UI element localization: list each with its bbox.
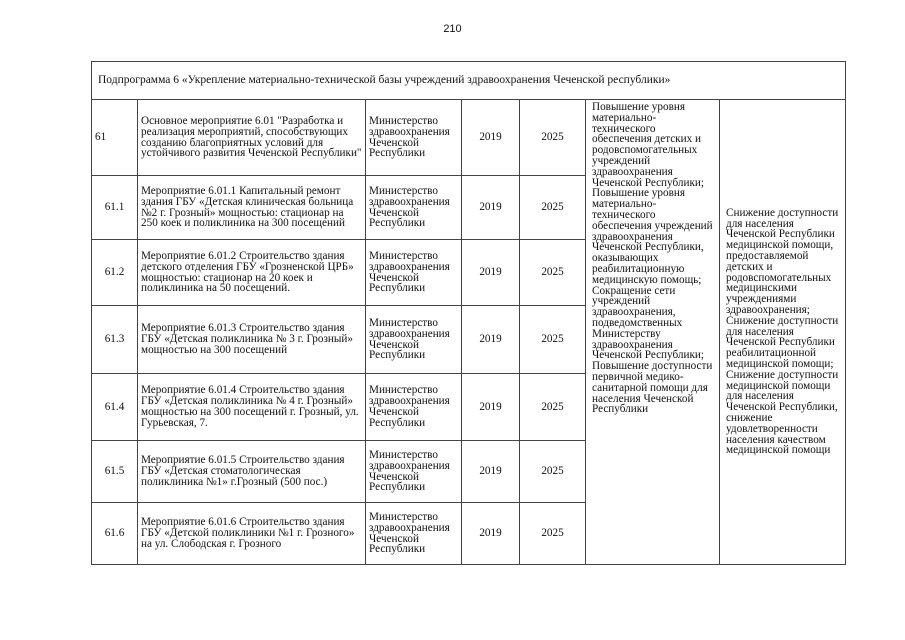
row-number: 61.3	[92, 306, 138, 374]
end-year: 2025	[520, 503, 586, 565]
row-number: 61.2	[92, 240, 138, 306]
activity-name: Мероприятие 6.01.1 Капитальный ремонт здания ГБУ «Детская клиническая больница №2 г. Грозный» мощностью: стационар на 250 коек и поликлиника на 300 посещений	[138, 176, 366, 240]
end-year: 2025	[520, 240, 586, 306]
executor: Министерство здравоохранения Чеченской Республики	[366, 100, 462, 176]
executor: Министерство здравоохранения Чеченской Республики	[366, 176, 462, 240]
subprogram-title-row	[92, 62, 846, 100]
executor: Министерство здравоохранения Чеченской Республики	[366, 441, 462, 503]
executor: Министерство здравоохранения Чеченской Республики	[366, 240, 462, 306]
subprogram-table	[91, 61, 846, 565]
start-year: 2019	[462, 306, 520, 374]
executor: Министерство здравоохранения Чеченской Республики	[366, 306, 462, 374]
activity-name: Мероприятие 6.01.6 Строительство здания ГБУ «Детской поликлиники №1 г. Грозного» на ул. Слободская г. Грозного	[138, 503, 366, 565]
executor: Министерство здравоохранения Чеченской Республики	[366, 503, 462, 565]
end-year: 2025	[520, 306, 586, 374]
expected-direct-result: Повышение уровня материально-технического обеспечения детских и родовспомогательных учреждений здравоохранения Чеченской Республики; Повышение уровня материально-технического обеспечения учреждений здравоохранения Чеченской Республики, оказывающих реабилитационную медицинскую помощь; Сокращение сети учреждений здравоохранения, подведомственных Министерству здравоохранения Чеченской Республики; Повышение доступности первичной медико-санитарной помощи для населения Чеченской Республики	[586, 100, 720, 565]
end-year: 2025	[520, 441, 586, 503]
row-number: 61.1	[92, 176, 138, 240]
subprogram-title: Подпрограмма 6 «Укрепление материально-технической базы учреждений здравоохранения Чеченской республики»	[92, 62, 846, 100]
end-year: 2025	[520, 176, 586, 240]
start-year: 2019	[462, 100, 520, 176]
activity-name: Мероприятие 6.01.5 Строительство здания ГБУ «Детская стоматологическая поликлиника №1» г.Грозный (500 пос.)	[138, 441, 366, 503]
row-number: 61.6	[92, 503, 138, 565]
start-year: 2019	[462, 441, 520, 503]
end-year: 2025	[520, 374, 586, 441]
row-number: 61.4	[92, 374, 138, 441]
row-number: 61	[92, 100, 138, 176]
executor: Министерство здравоохранения Чеченской Республики	[366, 374, 462, 441]
activity-name: Мероприятие 6.01.3 Строительство здания ГБУ «Детская поликлиника № 3 г. Грозный» мощностью на 300 посещений	[138, 306, 366, 374]
row-number: 61.5	[92, 441, 138, 503]
page-number: 210	[443, 23, 462, 35]
activity-name: Основное мероприятие 6.01 "Разработка и реализация мероприятий, способствующих созданию благоприятных условий для устойчивого развития Чеченской Республики"	[138, 100, 366, 176]
end-year: 2025	[520, 100, 586, 176]
start-year: 2019	[462, 240, 520, 306]
start-year: 2019	[462, 176, 520, 240]
activity-name: Мероприятие 6.01.4 Строительство здания ГБУ «Детская поликлиника № 4 г. Грозный» мощностью на 300 посещений г. Грозный, ул. Гурьевская, 7.	[138, 374, 366, 441]
non-implementation-consequences: Снижение доступности для населения Чеченской Республики медицинской помощи, предоставляемой детских и родовспомогательных медицинскими учреждениями здравоохранения; Снижение доступности для населения Чеченской Республики реабилитационной медицинской помощи; Снижение доступности медицинской помощи для населения Чеченской Республики, снижение удовлетворенности населения качеством медицинской помощи	[720, 100, 846, 565]
table-row	[92, 100, 846, 176]
activity-name: Мероприятие 6.01.2 Строительство здания детского отделения ГБУ «Грозненской ЦРБ» мощностью: стационар на 20 коек и поликлиника на 50 посещений.	[138, 240, 366, 306]
start-year: 2019	[462, 374, 520, 441]
start-year: 2019	[462, 503, 520, 565]
